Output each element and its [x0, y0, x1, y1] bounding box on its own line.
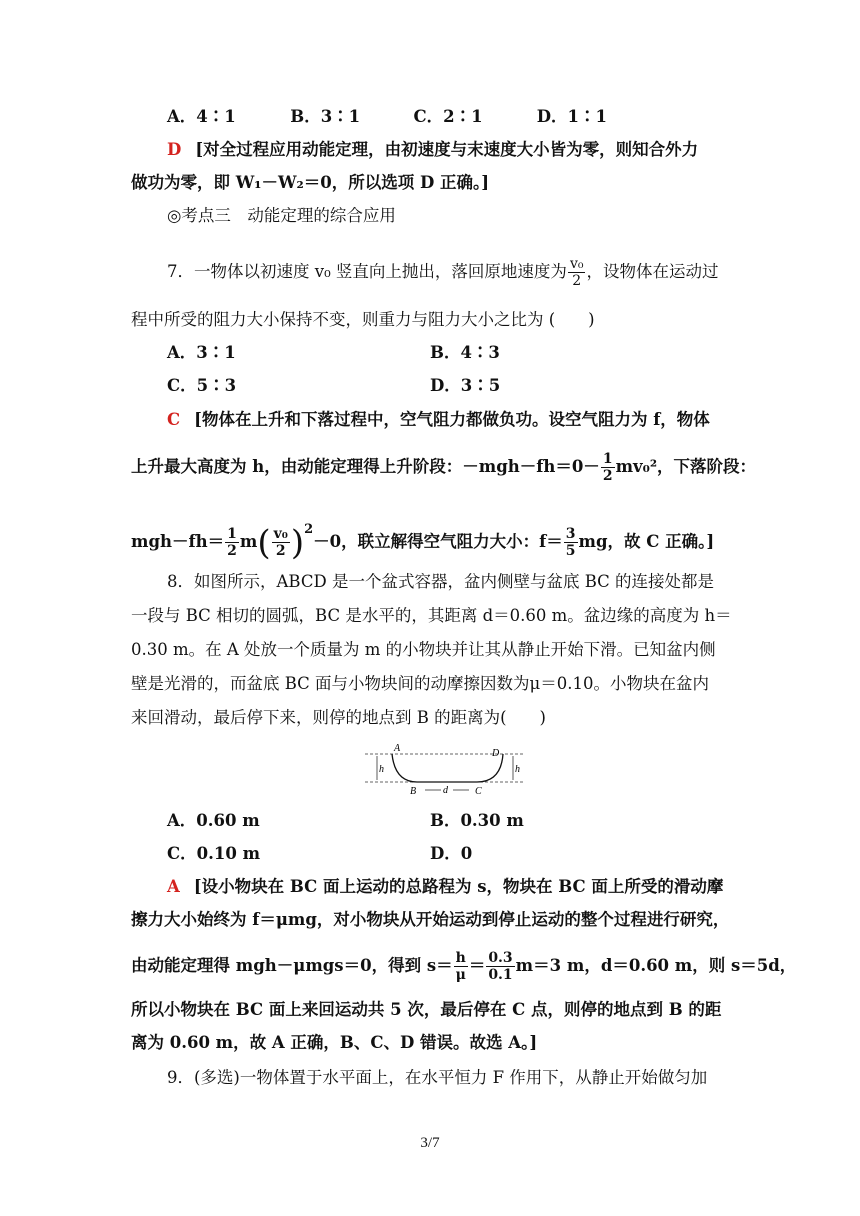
q6-option-b: B．3∶1 [290, 107, 361, 126]
q7-option-c: C．5∶3 [167, 376, 237, 395]
label-c: C [475, 786, 482, 797]
q6-option-d: D．1∶1 [536, 107, 608, 126]
frac-num: v₀ [273, 526, 288, 542]
q8-stem-line3: 0.30 m。在 A 处放一个质量为 m 的小物块并让其从静止开始下滑。已知盆内侧 [131, 640, 716, 659]
q9-stem-line1: 9．(多选)一物体置于水平面上，在水平恒力 F 作用下，从静止开始做匀加 [167, 1068, 708, 1087]
q8-stem-line4: 壁是光滑的，而盆底 BC 面与小物块间的动摩擦因数为μ＝0.10。小物块在盆内 [131, 674, 710, 693]
q7-stem-b: ，设物体在运动过 [586, 262, 719, 281]
q8-answer-letter: A [167, 877, 180, 896]
label-d: D [492, 748, 500, 759]
q8-stem-line1: 8．如图所示，ABCD 是一个盆式容器，盆内侧壁与盆底 BC 的连接处都是 [167, 572, 714, 591]
q7-answer-line2-b: mv₀²，下落阶段： [615, 457, 757, 476]
q8-answer-h-over-mu [454, 950, 468, 983]
q6-option-a: A．4∶1 [167, 107, 236, 126]
q7-answer-line1 [167, 409, 767, 431]
q8-answer-line3-b: m＝3 m，d＝0.60 m，则 s＝5d， [515, 956, 797, 975]
basin-profile [392, 754, 503, 782]
frac-den: 5 [565, 543, 576, 559]
left-paren: ( [257, 522, 271, 563]
q7-option-b: B．4∶3 [430, 343, 500, 362]
q8-option-b: B．0.30 m [430, 811, 524, 830]
q7-answer-half-fraction [601, 451, 615, 484]
q7-answer-text1: [物体在上升和下落过程中，空气阻力都做负功。设空气阻力为 f，物体 [194, 410, 710, 429]
q6-answer-line2: 做功为零，即 W₁－W₂＝0，所以选项 D 正确。] [131, 173, 490, 192]
q7-answer-three-fifths [564, 526, 578, 559]
q7-answer-line3-b: －0，联立解得空气阻力大小：f＝ [313, 532, 563, 551]
q6-answer-text1: [对全过程应用动能定理，由初速度与末速度大小皆为零，则知合外力 [195, 140, 699, 159]
q8-stem-line2: 一段与 BC 相切的圆弧，BC 是水平的，其距离 d＝0.60 m。盆边缘的高度为 h＝ [131, 606, 732, 625]
right-paren: ) [290, 522, 305, 563]
q8-answer-line3 [131, 944, 797, 988]
frac-num: 0.3 [488, 950, 513, 966]
frac-den: μ [455, 967, 466, 983]
q8-answer-line2: 擦力大小始终为 f＝μmg，对小物块从开始运动到停止运动的整个过程进行研究， [131, 910, 730, 929]
q8-stem-line5: 来回滑动，最后停下来，则停的地点到 B 的距离为( ) [131, 708, 546, 727]
q7-answer-line2-a: 上升最大高度为 h，由动能定理得上升阶段：－mgh－fh＝0－ [131, 457, 600, 476]
q8-option-d: D．0 [430, 844, 473, 863]
q7-answer-letter: C [167, 410, 181, 429]
frac-num: 1 [227, 526, 237, 542]
q8-answer-line3-a: 由动能定理得 mgh－μmgs＝0，得到 s＝ [131, 956, 453, 975]
q6-option-c: C．2∶1 [413, 107, 483, 126]
q7-stem-fraction [568, 256, 586, 289]
section-title: ◎考点三 动能定理的综合应用 [167, 206, 396, 225]
q7-answer-line2 [131, 447, 757, 487]
q8-answer-text1: [设小物块在 BC 面上运动的总路程为 s，物块在 BC 面上所受的滑动摩 [193, 877, 724, 896]
q7-option-d: D．3∶5 [430, 376, 501, 395]
q6-options [167, 106, 767, 128]
label-h-left: h [379, 764, 384, 775]
q6-answer-letter: D [167, 140, 182, 159]
q8-answer-line4: 所以小物块在 BC 面上来回运动共 5 次，最后停在 C 点，则停的地点到 B 的距 [131, 1000, 722, 1019]
frac-den: 0.1 [488, 967, 513, 983]
q7-answer-half-fraction-2 [225, 526, 239, 559]
frac-den: 2 [227, 543, 237, 559]
q8-answer-line5: 离为 0.60 m，故 A 正确，B、C、D 错误。故选 A。] [131, 1033, 538, 1052]
label-b: B [410, 786, 417, 797]
page-number: 3/7 [420, 1135, 440, 1151]
q7-stem-line2: 程中所受的阻力大小保持不变，则重力与阻力大小之比为 ( ) [131, 310, 595, 329]
q8-answer-value-fraction [486, 950, 514, 983]
q7-answer-line3-a: mgh－fh＝ [131, 532, 225, 551]
q7-answer-line3 [131, 507, 731, 563]
q7-option-a: A．3∶1 [167, 343, 236, 362]
label-a: A [394, 743, 401, 754]
label-h-right: h [515, 764, 520, 775]
q7-stem-line1 [167, 252, 767, 292]
q7-stem-a: 7．一物体以初速度 v₀ 竖直向上抛出，落回原地速度为 [167, 262, 567, 281]
q6-answer-line1 [167, 139, 767, 161]
frac-den: 2 [275, 543, 286, 559]
frac-den: 2 [602, 468, 613, 484]
q7-answer-m: m [239, 532, 258, 551]
q8-answer-line1 [167, 876, 767, 898]
frac-num: 1 [602, 451, 613, 467]
q8-option-a: A．0.60 m [167, 811, 260, 830]
q8-option-c: C．0.10 m [167, 844, 261, 863]
q8-answer-eq: ＝ [468, 956, 486, 975]
frac-num: h [455, 950, 466, 966]
q7-frac-den: 2 [572, 273, 582, 289]
q7-frac-num: v₀ [569, 256, 584, 272]
label-d-distance: d [443, 785, 448, 796]
basin-diagram [365, 742, 525, 802]
q7-answer-line3-c: mg，故 C 正确。] [578, 532, 715, 551]
q7-answer-exponent: 2 [304, 522, 314, 537]
q7-answer-inner-fraction [272, 526, 290, 559]
frac-num: 3 [565, 526, 576, 542]
